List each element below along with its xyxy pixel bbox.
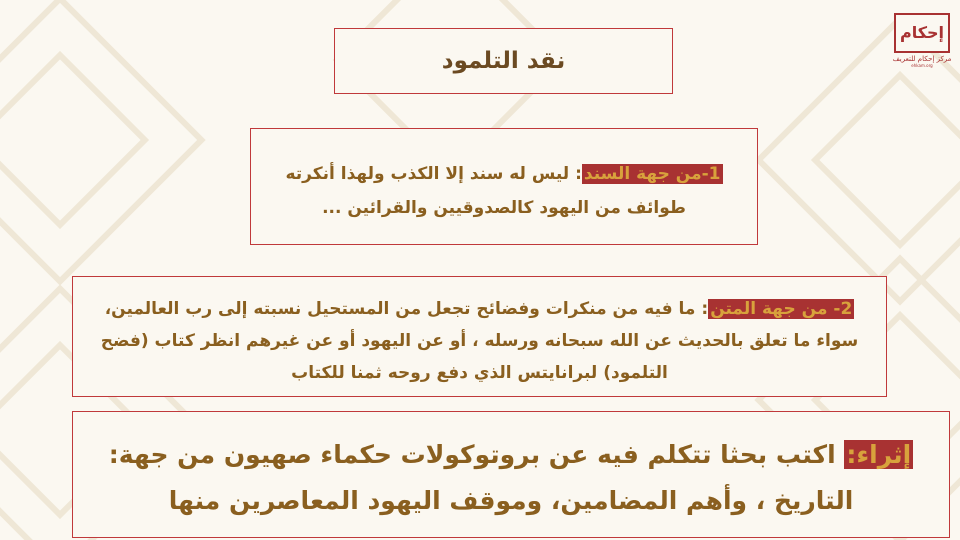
brand-logo — [892, 13, 952, 73]
point-matn-box — [72, 276, 887, 397]
point-matn-text: : ما فيه من منكرات وفضائح تجعل من المستحيل نسبته إلى رب العالمين، سواء ما تعلق بالحديث عن الله سبحانه ورسله ، أو عن اليهود أو عن غيرهم انظر كتاب (فضح التلمود) لبرانايتس الذي دفع روحه ثمنا للكتاب — [100, 299, 859, 383]
logo-mark: إحكام — [894, 13, 950, 53]
logo-subline: ehkam.org — [911, 63, 933, 68]
title-box — [334, 28, 673, 94]
point-sanad-box — [250, 128, 758, 245]
logo-tagline: مركز إحكام للتعريف — [892, 55, 952, 63]
enrichment-box — [72, 411, 950, 538]
point-matn-label: 2- من جهة المتن — [710, 299, 853, 319]
point-sanad-label: 1-من جهة السند — [583, 164, 721, 184]
slide-title: نقد التلمود — [441, 48, 566, 74]
point-sanad-text: : ليس له سند إلا الكذب ولهذا أنكرته طوائف من اليهود كالصدوقيين والقرائين ... — [285, 164, 686, 218]
enrichment-label: إثراء: — [846, 440, 912, 469]
enrichment-text: اكتب بحثا تتكلم فيه عن بروتوكولات حكماء صهيون من جهة: التاريخ ، وأهم المضامين، وموقف اليهود المعاصرين منها — [108, 440, 854, 515]
